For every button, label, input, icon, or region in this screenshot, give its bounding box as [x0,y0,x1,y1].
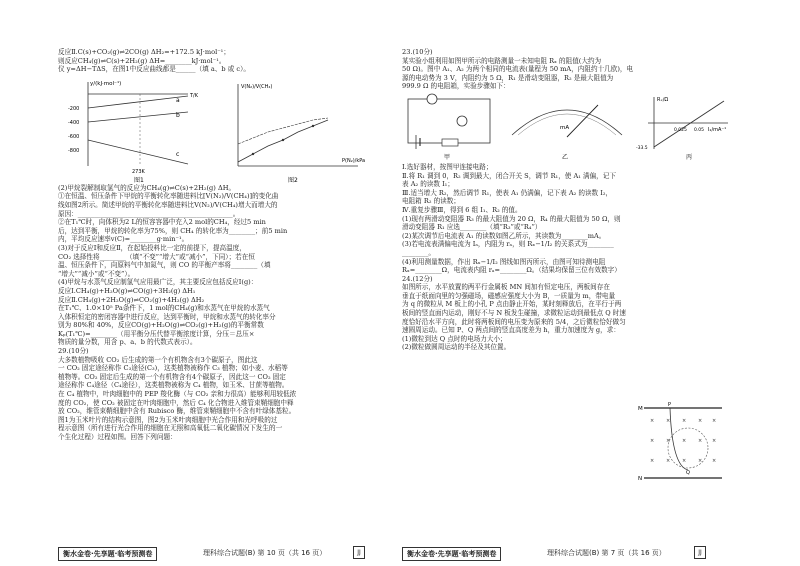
text-line: 植物等。CO₂ 固定后生成的第一个有机物含有4个碳原子，因此这一 CO₂ 固定 [58,372,286,381]
graph-tick: 0.025 [674,127,687,133]
meter-unit: mA [560,124,570,131]
svg-text:×: × [698,418,703,424]
fig1-curve-label: b [176,111,180,119]
svg-text:×: × [712,458,717,464]
fig1-tick: -400 [68,119,80,126]
text-line: 为 q 的微粒从 M 板上的小孔 P 点由静止开始，某时刻释放后，在平行于两 [402,300,622,309]
text-line: 仪 y=ΔH−TΔS，在图1中反应曲线都是______（填 a、b 或 c）。 [58,65,250,74]
text-line: Ⅱ.将 R₁ 调到 0，R₂ 调到最大，闭合开关 S，调节 R₁，使 A₁ 满偏，记下 [402,171,616,180]
text-line: 放 CO₂，维管束鞘细胞中含有 Rubisco 酶，维管束鞘细胞中不含有叶绿体基粒。 [58,407,296,416]
svg-text:×: × [666,458,671,464]
text-line: 线如图2所示。简述甲烷的平衡转化率随进料比V(N₂)/V(CH₄)增大而增大的 [58,200,278,209]
text-line: Ⅳ.重复步骤Ⅲ，得到 6 组 I₁、R₂ 的值。 [402,205,522,214]
text-line: ①在恒温、恒压条件下甲烷的平衡转化率随进料比[V(N₂)/V(CH₄)]的变化曲 [58,192,279,201]
text-line: (3)对于反应Ⅰ和反应Ⅱ，在起始投料比一定的前提下，提高温度， [58,243,246,252]
text-line: 如图所示，水平放置的两平行金属板 MN 间加有恒定电压，两板间存在 [402,283,610,292]
figures-23 [402,91,732,163]
footer-page-number: 理科综合试题(B) 第 10 页（共 16 页） [203,549,327,557]
svg-text:×: × [682,418,687,424]
text-line: 反应Ⅱ.CH₄(g)+2H₂O(g)⇌CO₂(g)+4H₂(g) ΔH₂ [58,295,205,304]
graph-x-label: I₂/mA⁻¹ [708,126,727,133]
footer-page-number: 理科综合试题(B) 第 7 页（共 16 页） [547,549,666,557]
left-body-text [58,184,390,442]
fig2-y-axis: V(N₂)/V(CH₄) [241,83,273,90]
text-line: 999.9 Ω 的电阻箱，实验步骤如下： [402,82,510,91]
text-line: 温、恒压条件下，向原料气中加氮气，则 CO 的平衡产率将________（填 [58,261,271,270]
text-line: 则反应CH₄(g)⇌C(s)+2H₂(g) ΔH=________kJ·mol⁻¹。 [58,56,226,65]
left-page [58,48,390,558]
text-line: 原因：_______________________________________________。 [58,209,240,218]
text-line: 24.(12分) [402,274,433,283]
text-line: “增大”“减小”或“不变”）。 [58,269,135,278]
text-line: 途径称作 C₄途径（C₄途径），这类植物被称为 C₄ 植物，如玉米、甘蔗等植物。 [58,381,289,390]
text-line: 个生化过程）过程如图。回答下列问题： [58,433,177,441]
figure-2 [238,84,365,184]
text-line: Rₓ=________Ω，电流表内阻 rₐ=________Ω。（结果均保留三位有效数字） [402,266,621,275]
fig1-tick: -200 [68,105,80,112]
svg-text:×: × [666,438,671,444]
text-line: (1)微粒到达 Q 点时的电场力大小； [402,334,507,343]
footer-box: JJ [353,546,365,559]
svg-text:×: × [698,458,703,464]
right-figures [402,91,732,163]
text-line: (2)甲烷裂解制取氢气的反应为CH₄(g)⇌C(s)+2H₂(g) ΔH。 [58,183,236,192]
left-figures [58,74,390,184]
figure-24 [638,400,728,486]
text-line: 大多数植物吸收 CO₂ 后生成的第一个有机物含有3个碳原子，图此这 [58,355,258,364]
fig2-caption: 图2 [288,176,298,184]
footer-box: JJ [694,546,706,559]
fig-label-bing: 丙 [686,153,693,161]
text-line: 度恰好沿水平方向，此时将两板间的电压变为原来的 5/4，之后微粒恰好做匀 [402,317,626,326]
footer-brand: 衡水金卷·先享题·临考预测卷 [58,547,157,561]
svg-text:×: × [650,438,655,444]
circuit-figure [408,94,490,161]
text-line: 入体积恒定的密闭容器中进行反应，达到平衡时，甲烷和水蒸气的转化率分 [58,312,276,321]
svg-text:×: × [682,438,687,444]
graph-tick: 0.05 [694,127,705,133]
text-line: Kₚ(T₁℃)=________（用平衡分压代替平衡浓度计算，分压＝总压× [58,329,255,338]
fig1-x-label: T/K [190,92,199,99]
fig1-caption: 图1 [134,176,144,184]
fig1-tick: -800 [68,147,80,154]
plate-n-label: N [638,476,643,482]
text-line: 一 CO₂ 固定途径称作 C₃途径(C₃)，这类植物被称作 C₃ 植物；如小麦、水稻等 [58,364,288,373]
text-line: 度的 CO₂，使 CO₂ 被固定在叶肉细胞中，然后 C₄ 化合物进入维管束鞘细胞中释 [58,398,294,407]
text-line: 别为 80%和 40%，反应CO(g)+H₂O(g)⇌CO₂(g)+H₂(g)的平衡常数 [58,321,264,330]
graph-y-label: Rₓ/Ω [657,96,669,103]
text-line: 速圆周运动。已知 P、Q 两点间的竖直高度差为 h，重力加速度为 g，求： [402,326,620,335]
fig1-curve-label: a [176,96,180,104]
text-line: 后，达到平衡，甲烷的转化率为75%，则 CH₄ 的转化率为________；前5 min [58,226,288,235]
fig1-y-axis: y/(kJ·mol⁻¹) [90,80,122,87]
text-line: 23.(10分) [402,48,433,56]
plate-m-label: M [638,406,643,412]
footer-brand: 衡水金卷·先享题·临考预测卷 [402,547,501,561]
text-line: (3)若电流表满偏电流为 Iₐ，内阻为 rₐ，则 Rₓ−1/I₂ 的关系式为________ [402,240,614,249]
fig-label-yi: 乙 [562,153,569,161]
fig-label-jia: 甲 [444,153,451,161]
text-line: ②在T₁℃时，向体积为2 L的恒容容器中充入2 mol的CH₄，经过5 min [58,218,266,227]
text-line: Ⅰ.选好器材，按图甲连接电路； [402,162,493,171]
point-q-label: Q [686,470,690,476]
figure-1 [68,80,199,184]
text-line: 50 Ω)。图中 A₁、A₂ 为两个相同的电流表(量程为 50 mA，内阻约十几欧)，电 [402,65,634,74]
svg-text:×: × [650,458,655,464]
point-p-label: P [668,402,672,408]
text-line: 电阻箱 R₂ 的读数； [402,197,460,206]
text-line: 源的电动势为 3 V，内阻约为 5 Ω，R₁ 是滑动变阻器，R₂ 是最大阻值为 [402,73,614,82]
text-line: (1)现有两滑动变阻器 R₃ 的最大阻值为 20 Ω，R₄ 的最大阻值为 50 Ω，则 [402,214,621,223]
text-line: 程示意图（所有进行光合作用的细胞在无照和高氧低二氧化碳情况下发生的一 [58,424,283,433]
text-line: 在 C₄ 植物中，叶肉细胞中的 PEP 羧化酶（与 CO₂ 亲和力很高）能够利用较低浓 [58,390,297,399]
right-top-text [402,48,732,91]
svg-text:×: × [712,418,717,424]
text-line: CO₂ 选择性将________（填“不变”“增大”或“减小”，下同）；若在恒 [58,252,255,261]
text-line: 图1为玉米叶片的结构示意图，图2为玉米叶肉细胞中光合作用和光呼吸的过 [58,415,278,424]
text-line: 内，平均反应速率v(C)=________g·min⁻¹。 [58,235,189,244]
svg-text:×: × [650,418,655,424]
right-page [402,48,732,558]
text-line: (2)微粒做圆周运动的半径及其位置。 [402,343,511,352]
left-top-text [58,48,390,74]
fig1-x-tick: 273K [132,168,145,175]
figure-1-and-2 [58,74,390,184]
left-footer [58,545,390,561]
text-line: 29.(10分) [58,347,89,356]
text-line: ________。 [402,248,435,257]
text-line: 在T₁℃、1.0×10⁵ Pa条件下，1 mol的CH₄(g)和水蒸气在甲烷的水蒸气 [58,304,270,313]
svg-text:×: × [666,418,671,424]
text-line: (2)某次调节后电流表 A₁ 的读数如图乙所示，其读数为________mA。 [402,231,606,240]
text-line: 物质的量分数，用含 p、a、b 的代数式表示）。 [58,338,197,347]
right-footer [402,545,732,561]
ammeter-figure [512,105,622,161]
svg-text:×: × [712,438,717,444]
graph-figure [636,97,728,161]
svg-text:×: × [682,458,687,464]
text-line: 板间的竖直面内运动，刚好不与 N 板发生碰撞，求微粒运动到最低点 Q 时速 [402,309,626,318]
fig1-curve-label: c [176,150,180,158]
text-line: 滑动变阻器 R₁ 应选________（填“R₃”或“R₄”） [402,223,542,232]
text-line: (4)利用测量数据，作出 Rₓ−1/I₂ 图线如图丙所示，由图可知待测电阻 [402,257,606,266]
fig1-tick: -600 [68,133,80,140]
text-line: 表 A₂ 的读数 I₁； [402,180,454,189]
text-line: (4)甲烷与水蒸气反应制氢气应用最广泛，其主要反应包括反应Ⅰ(g)： [58,278,258,287]
text-line: 反应Ⅱ.C(s)+CO₂(g)⇌2CO(g) ΔH₂=+172.5 kJ·mol⁻¹； [58,48,230,56]
text-line: 某实验小组利用如图甲所示的电路测量一未知电阻 Rₓ 的阻值(大约为 [402,56,602,65]
text-line: 反应Ⅰ.CH₄(g)+H₂O(g)⇌CO(g)+3H₂(g) ΔH₁ [58,286,196,295]
right-body-text [402,163,732,352]
graph-y-tick: -33.5 [636,145,648,151]
text-line: Ⅲ.适当增大 R₂，然后调节 R₁，使表 A₁ 仍满偏，记下表 A₂ 的读数 I₂， [402,188,613,197]
fig2-x-label: P(N₂)/kPa [342,157,366,164]
svg-text:×: × [698,438,703,444]
text-line: 垂直于纸面向里的匀强磁场，磁感应强度大小为 B，一质量为 m，带电量 [402,291,616,300]
